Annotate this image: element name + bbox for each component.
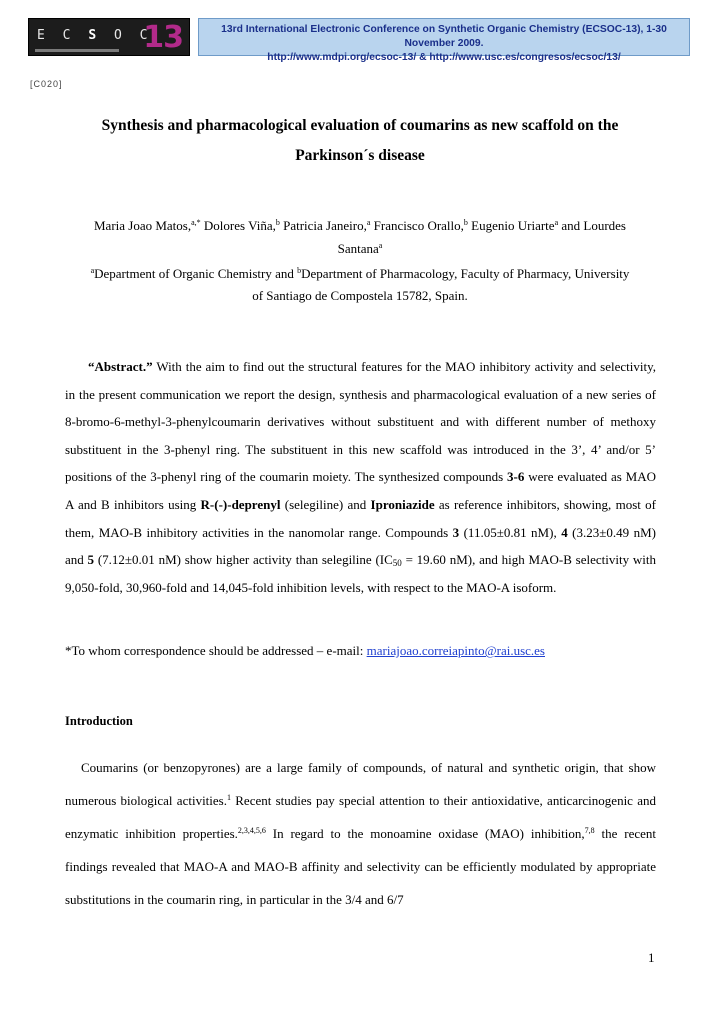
conference-header [28, 18, 690, 63]
introduction-section [65, 751, 656, 916]
title-line-1: Synthesis and pharmacological evaluation of coumarins as new scaffold on the [101, 117, 619, 134]
abstract-label: “Abstract.” [88, 359, 153, 374]
introduction-paragraph: Coumarins (or benzopyrones) are a large family of compounds, of natural and synthetic origin, that show numerous biological activities.$^1$ Recent studies pay special attention to their antioxidative, anticarcinogenic and enzymatic inhibition properties.$^{2,3,4,5,6}$ In regard to the monoamine oxidase (MAO) inhibition,$^{7,8}$ the recent findings revealed that MAO-A and MAO-B affinity and selectivity can be efficiently modulated by appropriate substitutions in the coumarin ring, in particular in the 3/4 and 6/7 [65, 760, 656, 907]
paper-code: [C020] [30, 79, 63, 89]
affiliation [40, 263, 680, 307]
logo-text: E C S O C [37, 28, 153, 43]
banner-line-2: http://www.mdpi.org/ecsoc-13/ & http://www.usc.es/congresos/ecsoc/13/ [267, 52, 621, 63]
abstract-paragraph: “Abstract.” With the aim to find out the structural features for the MAO inhibitory activity and selectivity, in the present communication we report the design, synthesis and pharmacological evaluation of a new series of 8-bromo-6-methyl-3-phenylcoumarin derivatives without substituent and with different number of methoxy substituent in the 3-phenyl ring. The substituent in this new scaffold was introduced in the 3’, 4’ and/or 5’ positions of the 3-phenyl ring of the coumarin moiety. The synthesized compounds 3-6 were evaluated as MAO A and B inhibitors using R-(-)-deprenyl (selegiline) and Iproniazide as reference inhibitors, showing, most of them, MAO-B inhibitory activities in the nanomolar range. Compounds 3 (11.05±0.81 nM), 4 (3.23±0.49 nM) and 5 (7.12±0.01 nM) show higher activity than selegiline ($IC_{50} = 19.60$ nM), and high MAO-B selectivity with 9,050-fold, 30,960-fold and 14,045-fold inhibition levels, with respect to the MAO-A isoform. [65, 359, 656, 595]
page-number: 1 [648, 950, 655, 965]
introduction-heading: Introduction [65, 714, 133, 728]
abstract-section [65, 353, 656, 601]
correspondence-note: *To whom correspondence should be addressed – e-mail: mariajoao.correiapinto@rai.usc.es [65, 643, 545, 658]
ecsoc-logo [28, 18, 190, 56]
logo-number: 13 [143, 20, 183, 55]
author-list [40, 214, 680, 260]
conference-banner [198, 18, 690, 63]
logo-strip [35, 49, 119, 52]
title-line-2: Parkinson´s disease [295, 147, 425, 164]
author-line-2: Santana$^a$ [337, 241, 383, 256]
paper-title [40, 111, 680, 171]
affiliation-line-2: of Santiago de Compostela 15782, Spain. [252, 288, 468, 303]
affiliation-line-1: $^a$Department of Organic Chemistry and $^b$Department of Pharmacology, Faculty of Pharmacy, University [90, 266, 630, 281]
banner-line-1: 13rd International Electronic Conference on Synthetic Organic Chemistry (ECSOC-13), 1-30 November 2009. [221, 24, 667, 49]
author-line-1: Maria Joao Matos,$^{a,*}$ Dolores Viña,$^b$ Patricia Janeiro,$^a$ Francisco Orallo,$^b$ Eugenio Uriarte$^a$ and Lourdes [93, 218, 626, 233]
email-link[interactable]: mariajoao.correiapinto@rai.usc.es [366, 643, 545, 658]
